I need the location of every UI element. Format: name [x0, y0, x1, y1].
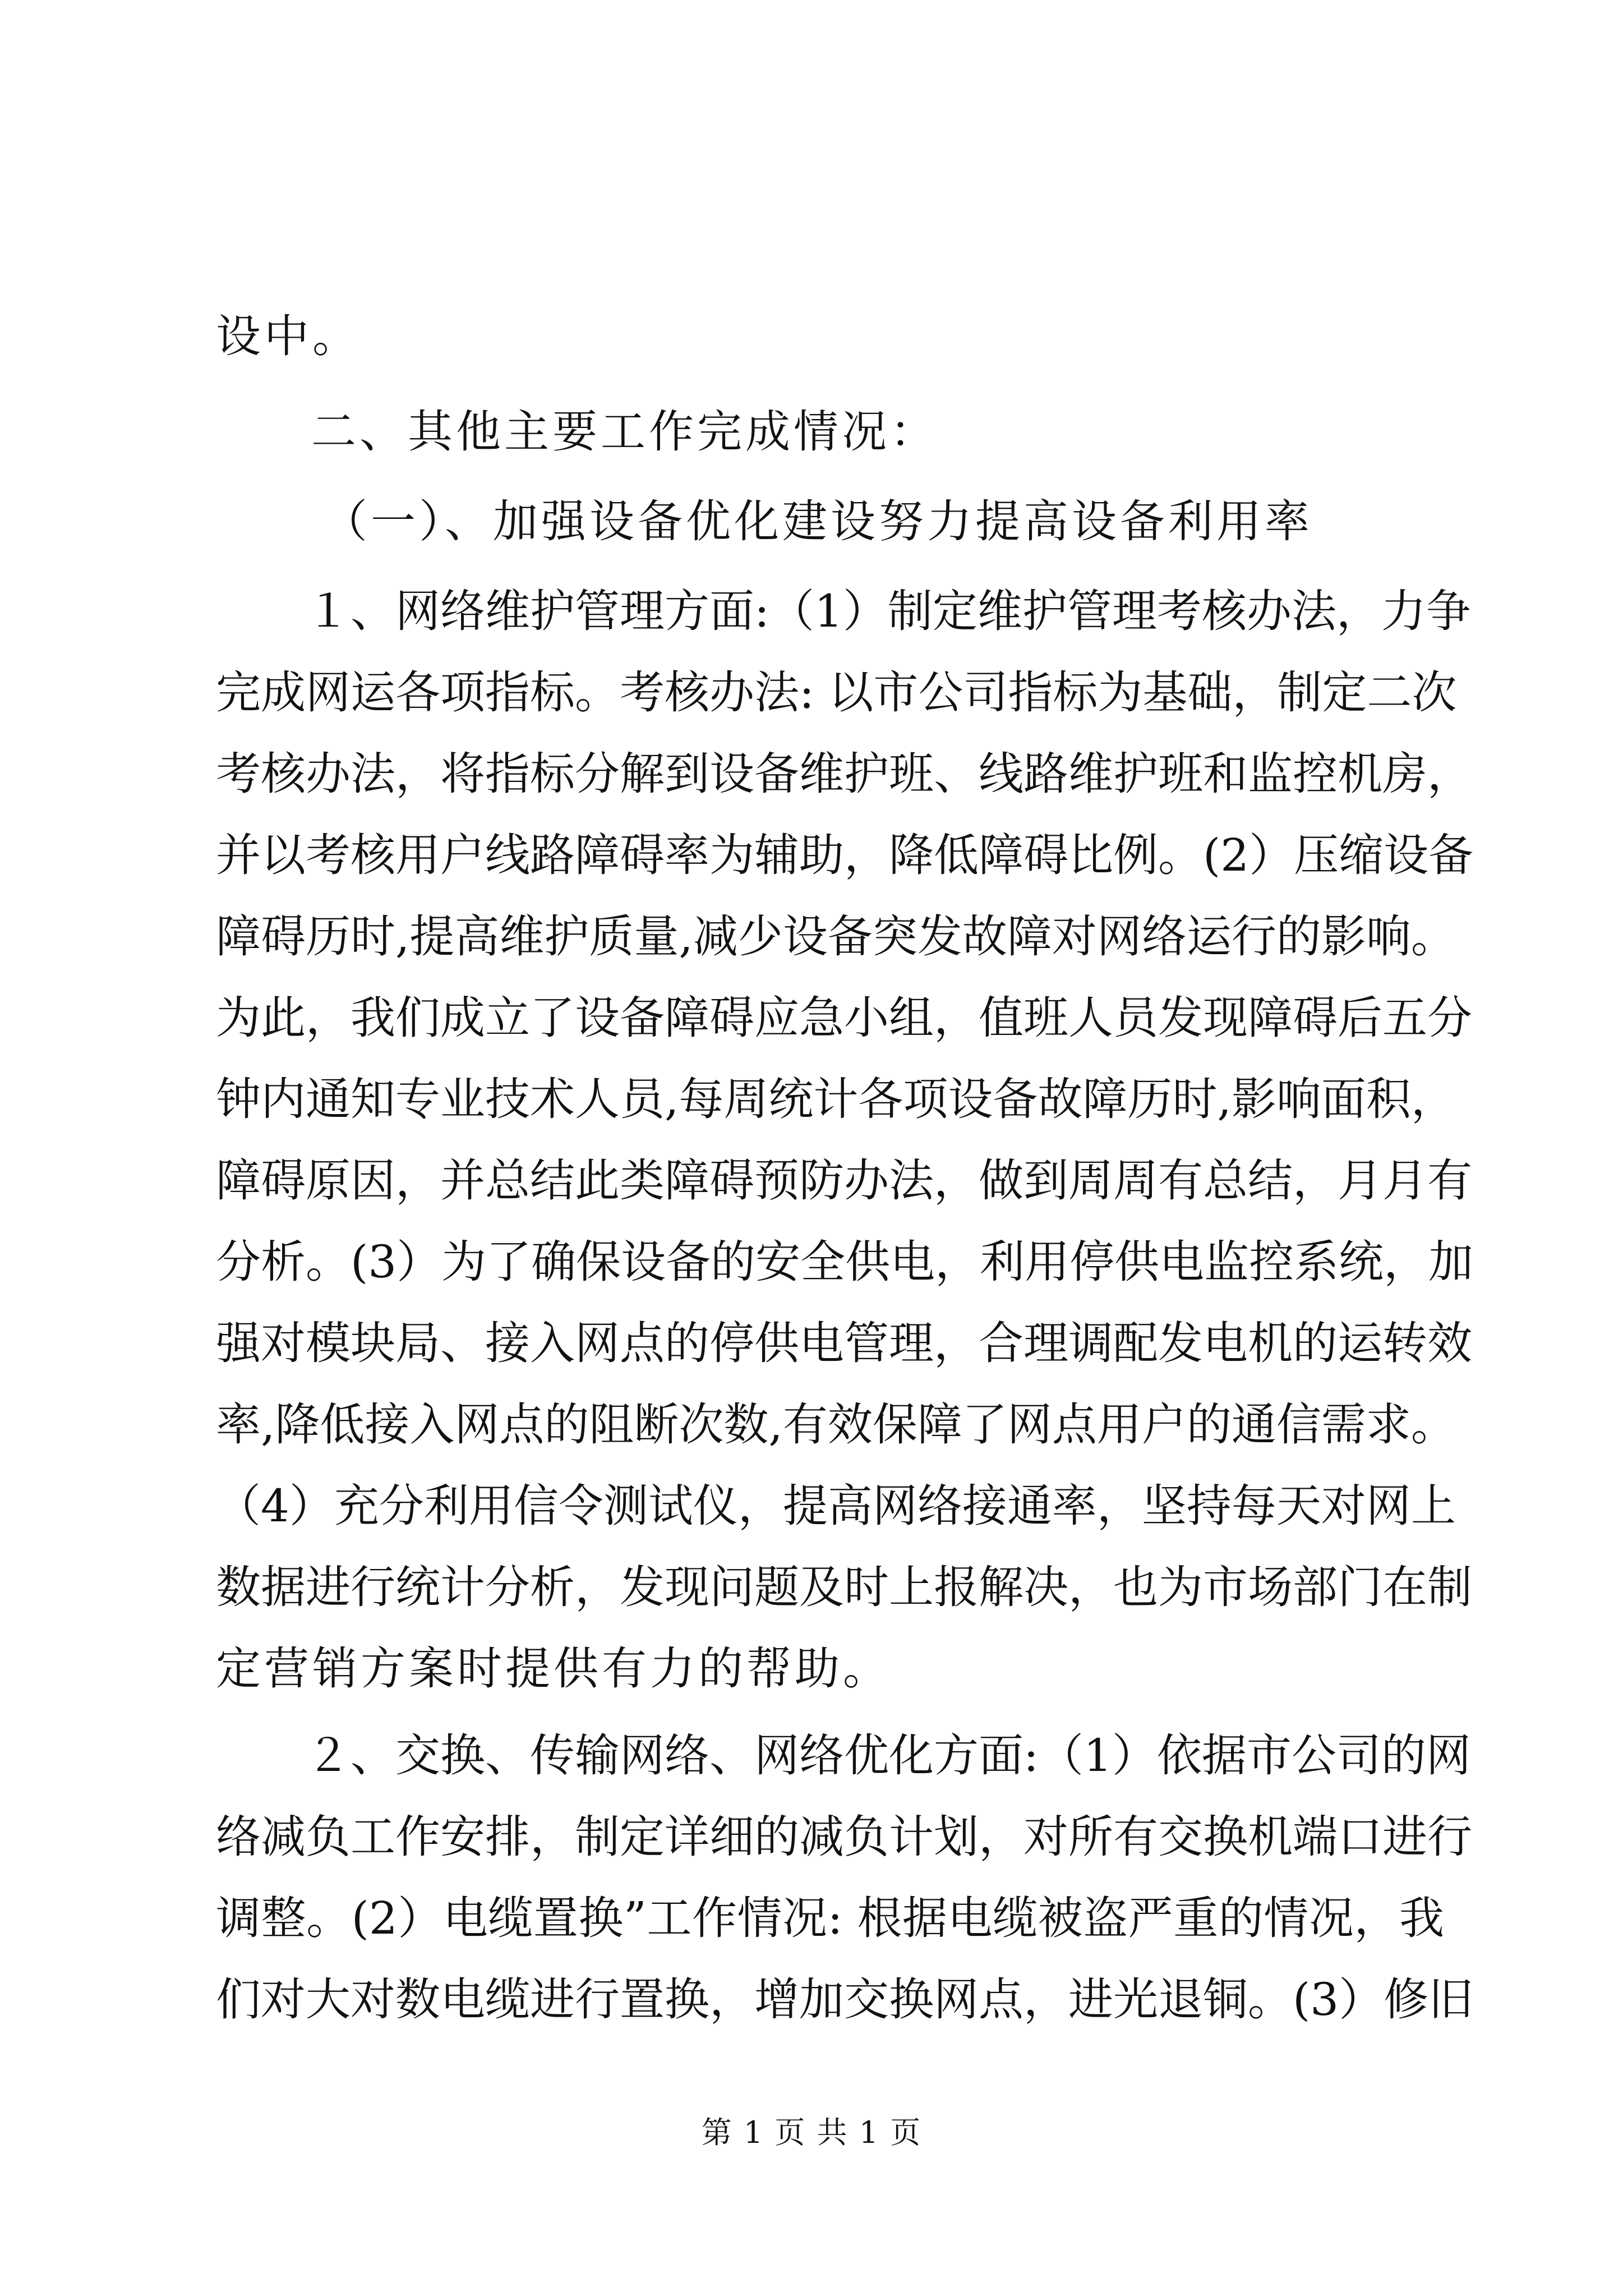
text-line-10: 钟内通知专业技术人员,每周统计各项设备故障历时,影响面积， — [216, 1073, 1456, 1125]
text-line-21: 们对大对数电缆进行置换，增加交换网点，进光退铜。(3）修旧 — [216, 1973, 1474, 2026]
text-line-5: 完成网运各项指标。考核办法: 以市公司指标为基础，制定二次 — [216, 666, 1457, 719]
text-line-12: 分析。(3）为了确保设备的安全供电，利用停供电监控系统，加 — [216, 1236, 1474, 1288]
text-line-14: 率,降低接入网点的阻断次数,有效保障了网点用户的通信需求。 — [216, 1398, 1456, 1451]
text-line-8: 障碍历时,提高维护质量,减少设备突发故障对网络运行的影响。 — [216, 910, 1456, 963]
text-line-15: （4）充分利用信令测试仪，提高网络接通率，坚持每天对网上 — [216, 1480, 1456, 1532]
text-line-19: 络减负工作安排，制定详细的减负计划，对所有交换机端口进行 — [216, 1811, 1472, 1863]
text-line-17: 定营销方案时提供有力的帮助。 — [216, 1642, 891, 1695]
text-line-6: 考核办法，将指标分解到设备维护班、线路维护班和监控机房， — [216, 748, 1472, 800]
text-line-20: 调整。(2）电缆置换”工作情况: 根据电缆被盗严重的情况，我 — [216, 1892, 1444, 1944]
text-line-1: 设中。 — [216, 310, 361, 362]
text-line-4: １、网络维护管理方面:（1）制定维护管理考核办法，力争 — [306, 585, 1471, 637]
text-line-9: 为此，我们成立了设备障碍应急小组，值班人员发现障碍后五分 — [216, 992, 1472, 1044]
text-line-7: 并以考核用户线路障碍率为辅助，降低障碍比例。(2）压缩设备 — [216, 829, 1474, 881]
page-footer: 第 1 页 共 1 页 — [701, 2115, 922, 2150]
text-line-16: 数据进行统计分析，发现问题及时上报解决，也为市场部门在制 — [216, 1561, 1472, 1613]
text-line-11: 障碍原因，并总结此类障碍预防办法，做到周周有总结，月月有 — [216, 1154, 1472, 1207]
subsection-heading: （一）、加强设备优化建设努力提高设备利用率 — [322, 495, 1313, 547]
text-line-13: 强对模块局、接入网点的停供电管理，合理调配发电机的运转效 — [216, 1317, 1472, 1369]
section-heading: 二、其他主要工作完成情况： — [311, 406, 938, 458]
text-line-18: ２、交换、传输网络、网络优化方面:（1）依据市公司的网 — [306, 1729, 1471, 1782]
